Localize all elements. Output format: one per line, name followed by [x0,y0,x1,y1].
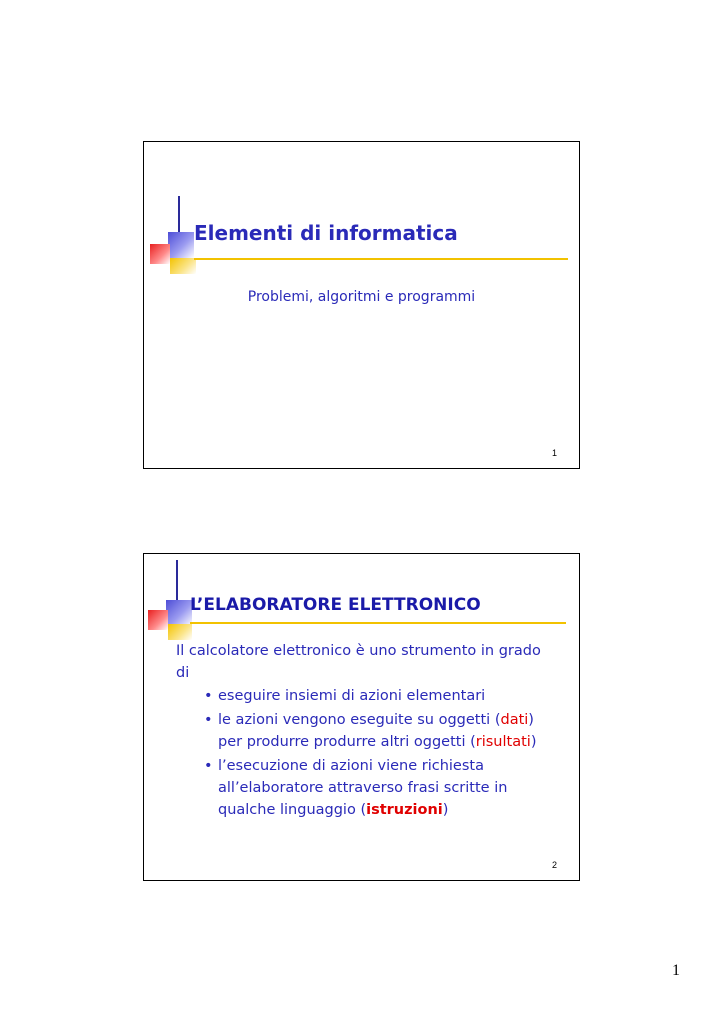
red-square-decoration [150,244,170,264]
yellow-square-decoration [170,258,196,274]
red-square-decoration [148,610,168,630]
intro-text: Il calcolatore elettronico è uno strumento in grado di [176,643,541,681]
bullet-icon: • [204,712,213,728]
highlight-istruzioni: istruzioni [366,802,443,818]
document-page-number: 1 [672,962,680,979]
slide-title: Elementi di informatica [194,221,458,245]
list-item [204,685,556,707]
slide-title: L’ELABORATORE ELETTRONICO [190,595,481,615]
bullet-text: ) per produrre produrre altri oggetti ( [218,712,534,750]
bullet-list [176,685,556,821]
list-item [204,755,556,821]
bullet-text: le azioni vengono eseguite su oggetti ( [218,712,501,728]
highlight-dati: dati [500,712,529,728]
slide-2 [143,553,580,881]
bullet-text: ) [442,802,449,818]
list-item [204,709,556,753]
highlight-risultati: risultati [475,734,531,750]
yellow-square-decoration [168,624,192,640]
slide-subtitle: Problemi, algoritmi e programmi [247,289,476,305]
bullet-icon: • [204,758,213,774]
slide-body [176,640,556,823]
bullet-text: eseguire insiemi di azioni elementari [218,688,486,704]
slide-page-number: 1 [551,448,557,458]
title-underline [194,258,568,260]
slide-decoration [150,196,200,276]
title-underline [190,622,566,624]
blue-square-decoration [166,600,192,626]
bullet-text: l’esecuzione di azioni viene richiesta all’elaboratore attraverso frasi scritte in qualche linguaggio ( [218,758,508,818]
bullet-icon: • [204,688,213,704]
bullet-text: ) [530,734,537,750]
blue-square-decoration [168,232,194,258]
slide-page-number: 2 [551,860,557,870]
slide-1 [143,141,580,469]
